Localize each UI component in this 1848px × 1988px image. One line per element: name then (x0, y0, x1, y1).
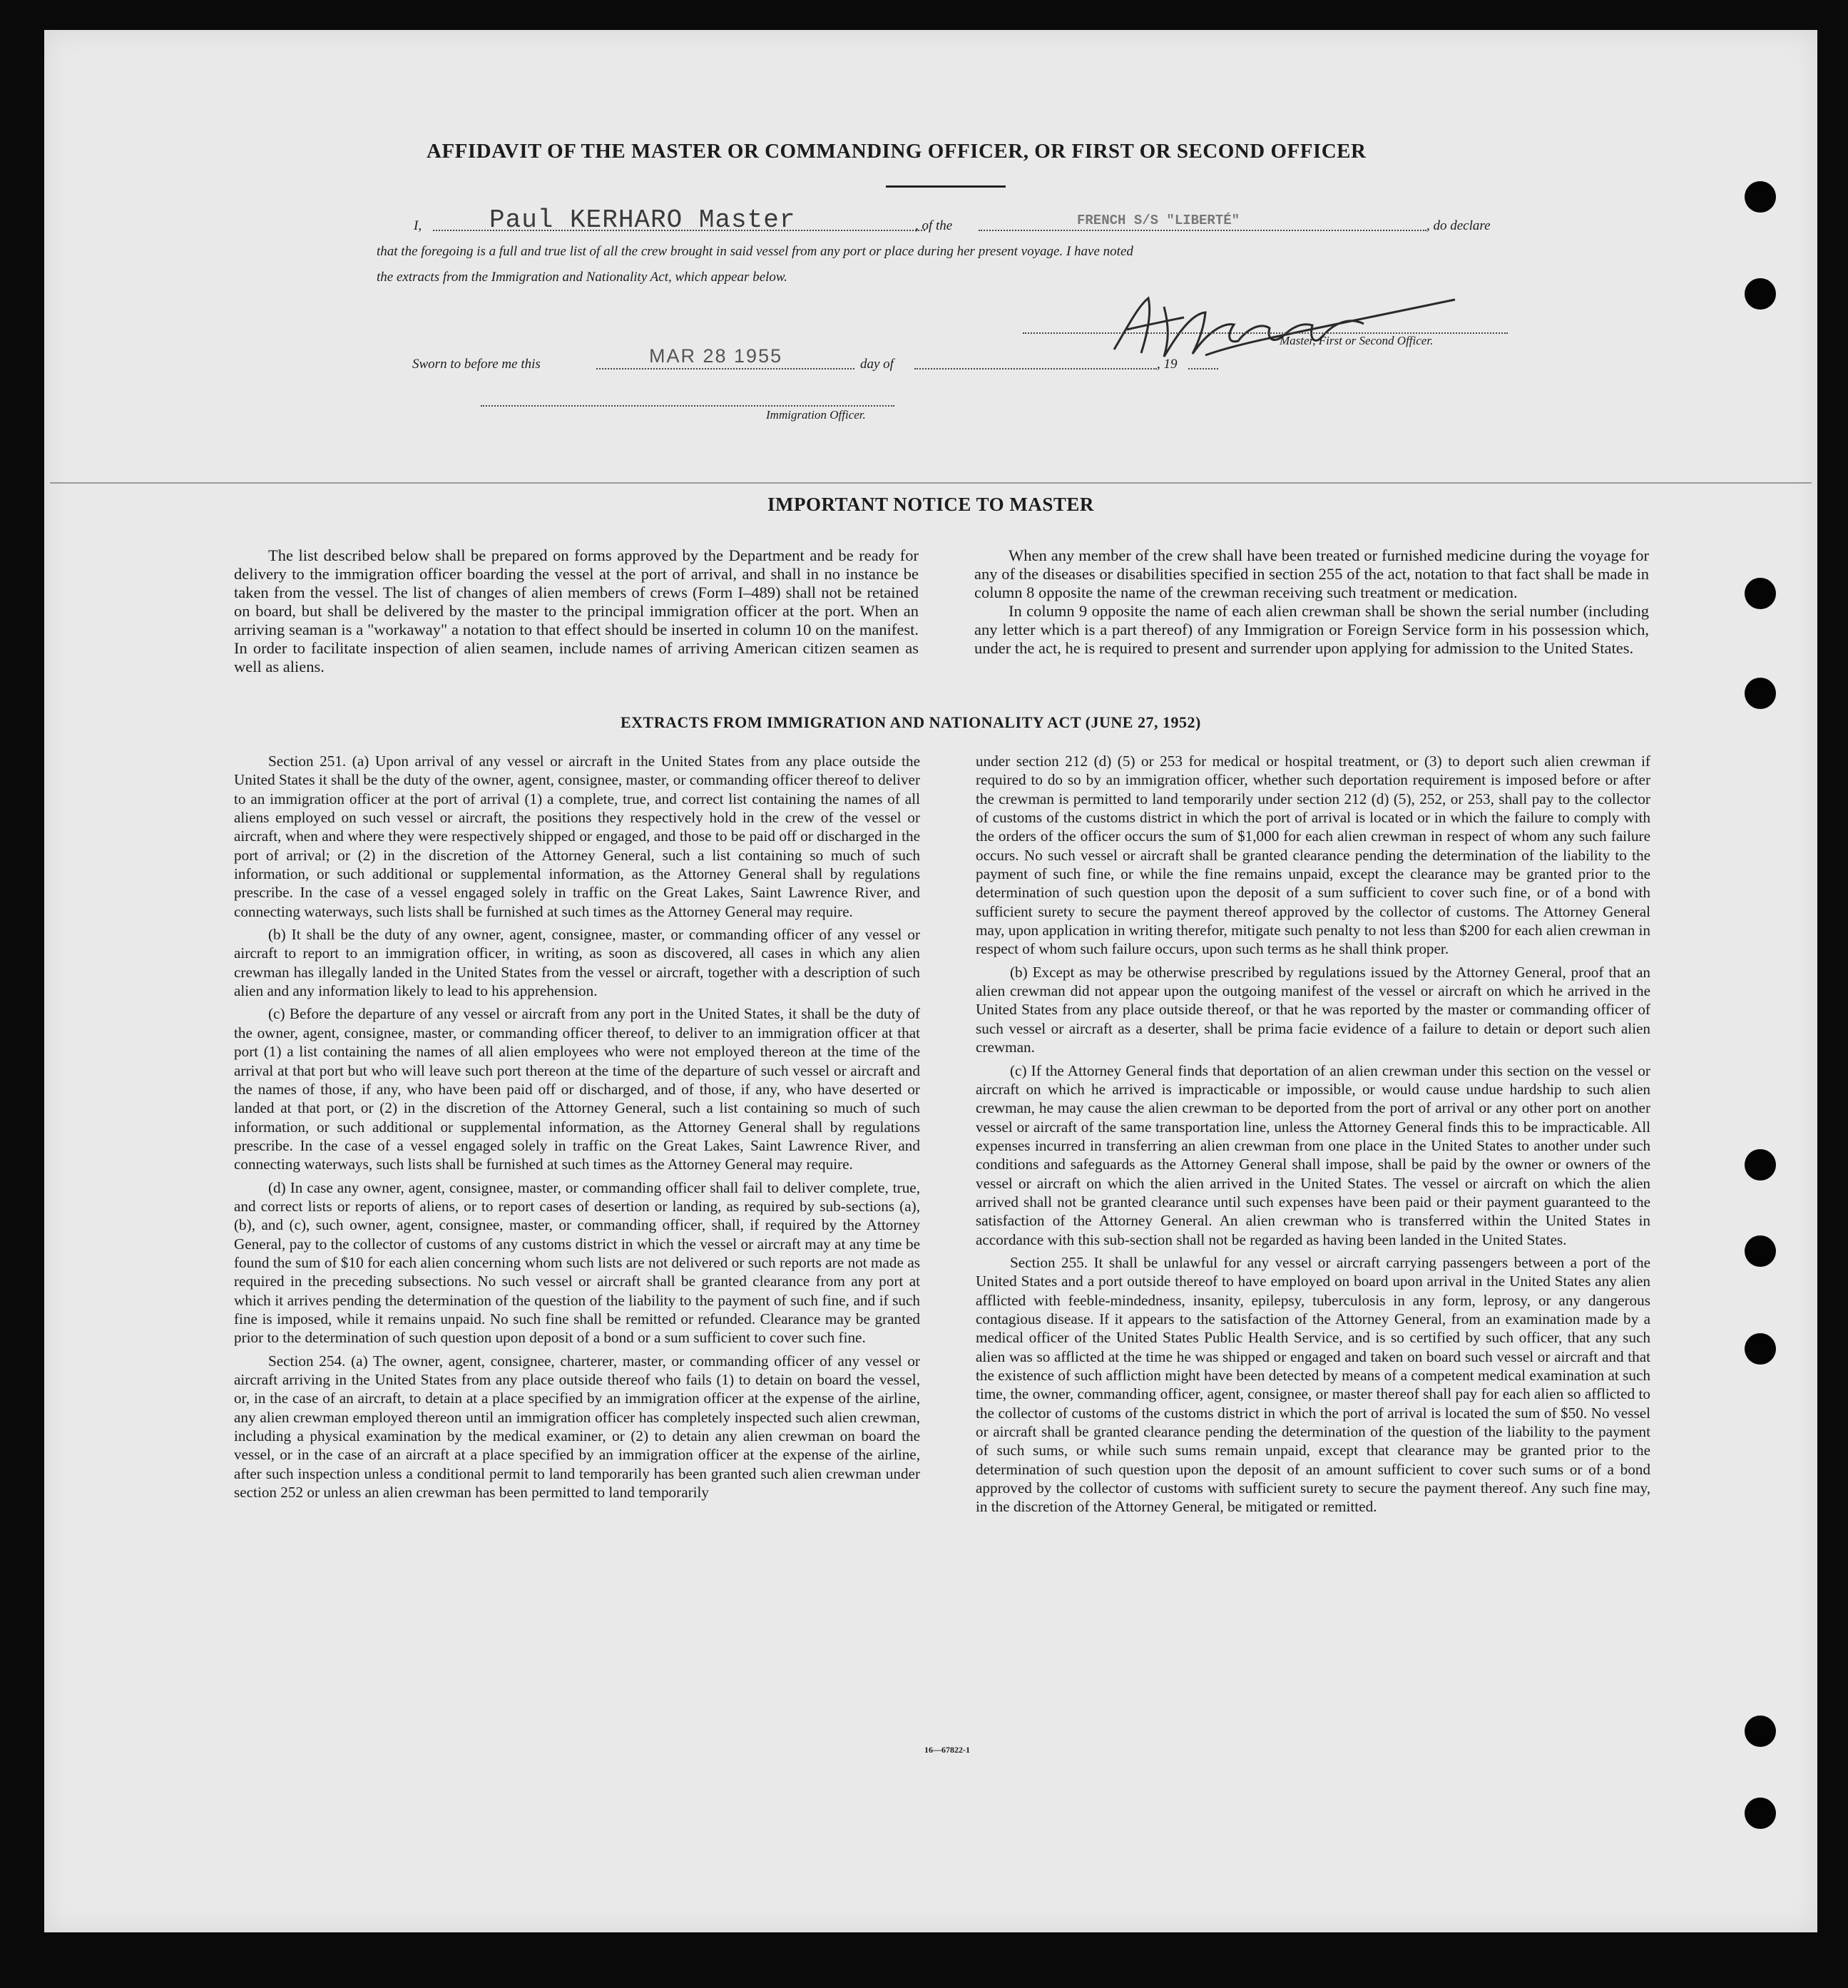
immigration-officer-caption: Immigration Officer. (766, 408, 866, 422)
day-of-label: day of (860, 357, 894, 372)
section-255: Section 255. It shall be unlawful for any vessel or aircraft carrying passengers between a port of the United States and a port outside thereof to have employed on board upon arrival in the United States any alien afflicted with feeble-mindedness, insanity, epilepsy, tuberculosis in any form, leprosy, or any dangerous contagious disease. If it appears to the satisfaction of the Attorney General, from an examination made by a medical officer of the United States Public Health Service, and is so certified by such officer, that any such alien was so afflicted at the time he was shipped or engaged and taken on board such vessel or aircraft and that the existence of such affliction might have been detected by means of a competent medical examination at such time, the owner, commanding officer, agent, consignee, or master thereof shall pay for each alien so afflicted to the collector of customs of the customs district in which the port of arrival is located the sum of $50. No vessel or aircraft shall be granted clearance pending the determination of the question of the liability to the payment of such sums, or while such sums remain unpaid, except that clearance may be granted prior to the determination of such question upon the deposit of an amount sufficient to cover such sums or of a bond approved by the collector of customs with sufficient surety to secure the payment thereof. Any such fine may, in the discretion of the Attorney General, be mitigated or remitted. (976, 1253, 1650, 1516)
binder-hole (1745, 181, 1776, 213)
section-251-a: Section 251. (a) Upon arrival of any vessel or aircraft in the United States from any place outside the United States it shall be the duty of the owner, agent, consignee, master, or commanding officer thereof to deliver to an immigration officer at the port of arrival (1) a complete, true, and correct list containing the names of all aliens employed on such vessel or aircraft, the positions they respectively hold in the crew of the vessel or aircraft, when and where they were respectively shipped or engaged, and those to be paid off or discharged in the port of arrival; or (2) in the discretion of the Attorney General, such a list containing so much of such information, or such additional or supplemental information, as the Attorney General shall by regulations prescribe. In the case of a vessel engaged solely in traffic on the Great Lakes, Saint Lawrence River, and connecting waterways, such lists shall be furnished at such times as the Attorney General may require. (234, 753, 920, 920)
section-254-c: (c) If the Attorney General finds that deportation of an alien crewman under this section on the vessel or aircraft on which he arrived is impracticable or impossible, or would cause undue hardship to such alien crewman, he may cause the alien crewman to be deported from the port of arrival or any other port on another vessel or aircraft of the same transportation line, unless the Attorney General finds this to be impracticable. All expenses incurred in transferring an alien crewman from one place in the United States to another under such conditions and safeguards as the Attorney General shall impose, shall be paid by the owner or owners of the vessel or aircraft on which the alien arrived in the United States. The vessel or aircraft on which the alien arrived shall not be granted clearance until such expenses have been paid or their payment guaranteed to the satisfaction of the Attorney General. An alien crewman who is transferred within the United States in accordance with this sub-section shall not be regarded as having been landed in the United States. (976, 1061, 1650, 1248)
binder-hole (1745, 1333, 1776, 1365)
binder-hole (1745, 1149, 1776, 1181)
section-251-d: (d) In case any owner, agent, consignee, master, or commanding officer shall fail to deliver complete, true, and correct lists or reports of aliens, or to report cases of desertion or landing, as required by sub-sections (a), (b), and (c), such owner, agent, consignee, master, or commanding officer, shall, if required by the Attorney General, pay to the collector of customs of any customs district in which the vessel or aircraft may at any time be found the sum of $10 for each alien concerning whom such lists are not delivered or such reports are not made as required in the preceding subsections. No such vessel or aircraft shall be granted clearance from any port at which it arrives pending the determination of the question of the liability to the payment of such fine, and if such fine is imposed, while it remains unpaid. No such fine shall be remitted or refunded. Clearance may be granted prior to the determination of such question upon deposit of a bond or a sum sufficient to cover such fine. (234, 1178, 920, 1347)
binder-hole (1745, 1235, 1776, 1267)
binder-hole (1745, 1716, 1776, 1747)
extracts-right-column (976, 752, 1650, 1521)
section-251-c: (c) Before the departure of any vessel or aircraft from any port in the United States, it shall be the duty of the owner, agent, consignee, master, or commanding officer thereof, to deliver to an immigration officer at that port (1) a list containing the names of all alien employees who were not employed thereon at the time of the arrival at that port but who will leave such port thereon at the time of the departure of such vessel or aircraft and the names of those, if any, who have been paid off or discharged, and of those, if any, who have deserted or landed at that port, or (2) in the discretion of the Attorney General, such a list containing so much of such information, or such additional or supplemental information, as the Attorney General shall by regulations prescribe. In the case of a vessel engaged solely in traffic on the Great Lakes, Saint Lawrence River, and connecting waterways, such lists shall be furnished at such times as the Attorney General may require. (234, 1005, 920, 1173)
section-254-a: Section 254. (a) The owner, agent, consignee, charterer, master, or commanding officer of any vessel or aircraft arriving in the United States from any place outside thereof who fails (1) to detain on board the vessel, or, in the case of an aircraft, to detain at a place specified by an immigration officer at the expense of the airline, any alien crewman employed thereon until an immigration officer has completely inspected such alien crewman, including a physical examination by the medical examiner, or (2) to detain any alien crewman on board the vessel, or in the case of an aircraft at a place specified by an immigration officer at the expense of the airline, after such inspection unless a conditional permit to land temporarily has been granted such alien crewman under section 252 or unless an alien crewman has been permitted to land temporarily (234, 1352, 920, 1502)
month-line (914, 368, 1157, 369)
extracts-left-column (234, 752, 920, 1506)
immigration-officer-line (481, 405, 894, 407)
signature-line (1023, 332, 1508, 334)
section-254-b: (b) Except as may be otherwise prescribed by regulations issued by the Attorney General, proof that an alien crewman did not appear upon the outgoing manifest of the vessel or aircraft on which he arrived in the United States from any place outside thereof, or that he was reported by the master or commanding officer of such vessel or aircraft as a deserter, shall be prima facie evidence of a failure to detain or deport such alien crewman. (976, 963, 1650, 1056)
binder-hole (1745, 578, 1776, 609)
master-signature (1098, 285, 1469, 364)
sworn-date-stamp: MAR 28 1955 (649, 345, 783, 367)
binder-hole (1745, 1798, 1776, 1829)
of-the-label: , of the (915, 218, 953, 233)
i-label: I, (414, 218, 422, 233)
notice-left-paragraph: The list described below shall be prepared on forms approved by the Department and be ready for delivery to the immigration officer boarding the vessel at the port of arrival, and shall in no instance be taken from the vessel. The list of changes of alien members of crews (Form I–489) shall not be retained on board, but shall be delivered by the master to the principal immigration officer at the port. When an arriving seaman is a "workaway" a notation to that effect should be inserted in column 10 on the manifest. In order to facilitate inspection of alien seamen, include names of arriving American citizen seamen as well as aliens. (234, 546, 919, 676)
notice-left-column (234, 546, 919, 676)
title-underline (886, 185, 1006, 188)
extracts-title: EXTRACTS FROM IMMIGRATION AND NATIONALITY ACT (JUNE 27, 1952) (621, 713, 1201, 731)
section-251-b: (b) It shall be the duty of any owner, agent, consignee, master, or commanding officer of any vessel or aircraft to report to an immigration officer, in writing, as soon as discovered, all cases in which any alien crewman has illegally landed in the United States from the vessel or aircraft, together with a description of such alien and any information likely to lead to his apprehension. (234, 926, 920, 1000)
signature-caption: Master, First or Second Officer. (1280, 334, 1434, 347)
section-divider (50, 482, 1812, 484)
vessel-field-line (979, 230, 1426, 231)
section-254-a-continued: under section 212 (d) (5) or 253 for medical or hospital treatment, or (3) to deport such alien crewman if required to do so by an immigration officer, whether such deportation requirement is imposed before or after the crewman is permitted to land temporarily under section 212 (d) (5), 252, or 253, shall pay to the collector of customs of the customs district in which the port of arrival is located or in which the failure to comply with the orders of the officer occurs the sum of $1,000 for each alien crewman in respect of whom any such failure occurs. No such vessel or aircraft shall be granted clearance pending the determination of the liability to the payment of such fine, or while the fine remains unpaid, except the clearance may be granted prior to the determination of such question upon the deposit of a sum sufficient to cover such fine, or of a bond with sufficient surety to secure the payment thereof approved by the collector of customs. The Attorney General may, upon application in writing therefor, mitigate such penalty to not less than $200 for each alien crewman in respect of whom such failure occurs, upon such terms as he shall think proper. (976, 753, 1650, 958)
notice-right-paragraph-1: When any member of the crew shall have been treated or furnished medicine during the voyage for any of the diseases or disabilities specified in section 255 of the act, notation to that fact shall be made in column 8 opposite the name of the crewman receiving such treatment or medication. (974, 546, 1649, 601)
sworn-label: Sworn to before me this (412, 357, 541, 372)
declaration-line-1: that the foregoing is a full and true list of all the crew brought in said vessel from any port or place during her present voyage. I have noted (377, 244, 1133, 259)
notice-title: IMPORTANT NOTICE TO MASTER (767, 494, 1094, 515)
form-number: 16—67822-1 (924, 1745, 970, 1755)
year-line (1188, 368, 1218, 369)
do-declare-label: , do declare (1426, 218, 1491, 233)
affidavit-title: AFFIDAVIT OF THE MASTER OR COMMANDING OFFICER, OR FIRST OR SECOND OFFICER (427, 140, 1367, 163)
notice-right-column (974, 546, 1649, 658)
binder-hole (1745, 278, 1776, 310)
sworn-date-line (596, 368, 854, 369)
vessel-name-field[interactable]: FRENCH S/S "LIBERTÉ" (1077, 213, 1240, 228)
master-name-field[interactable]: Paul KERHARO Master (489, 205, 796, 235)
declaration-line-2: the extracts from the Immigration and Nationality Act, which appear below. (377, 270, 787, 285)
year-label: , 19 (1157, 357, 1178, 372)
binder-hole (1745, 678, 1776, 709)
notice-right-paragraph-2: In column 9 opposite the name of each alien crewman shall be shown the serial number (including any letter which is a part thereof) of any Immigration or Foreign Service form in his possession which, under the act, he is required to present and surrender upon applying for admission to the United States. (974, 602, 1649, 657)
